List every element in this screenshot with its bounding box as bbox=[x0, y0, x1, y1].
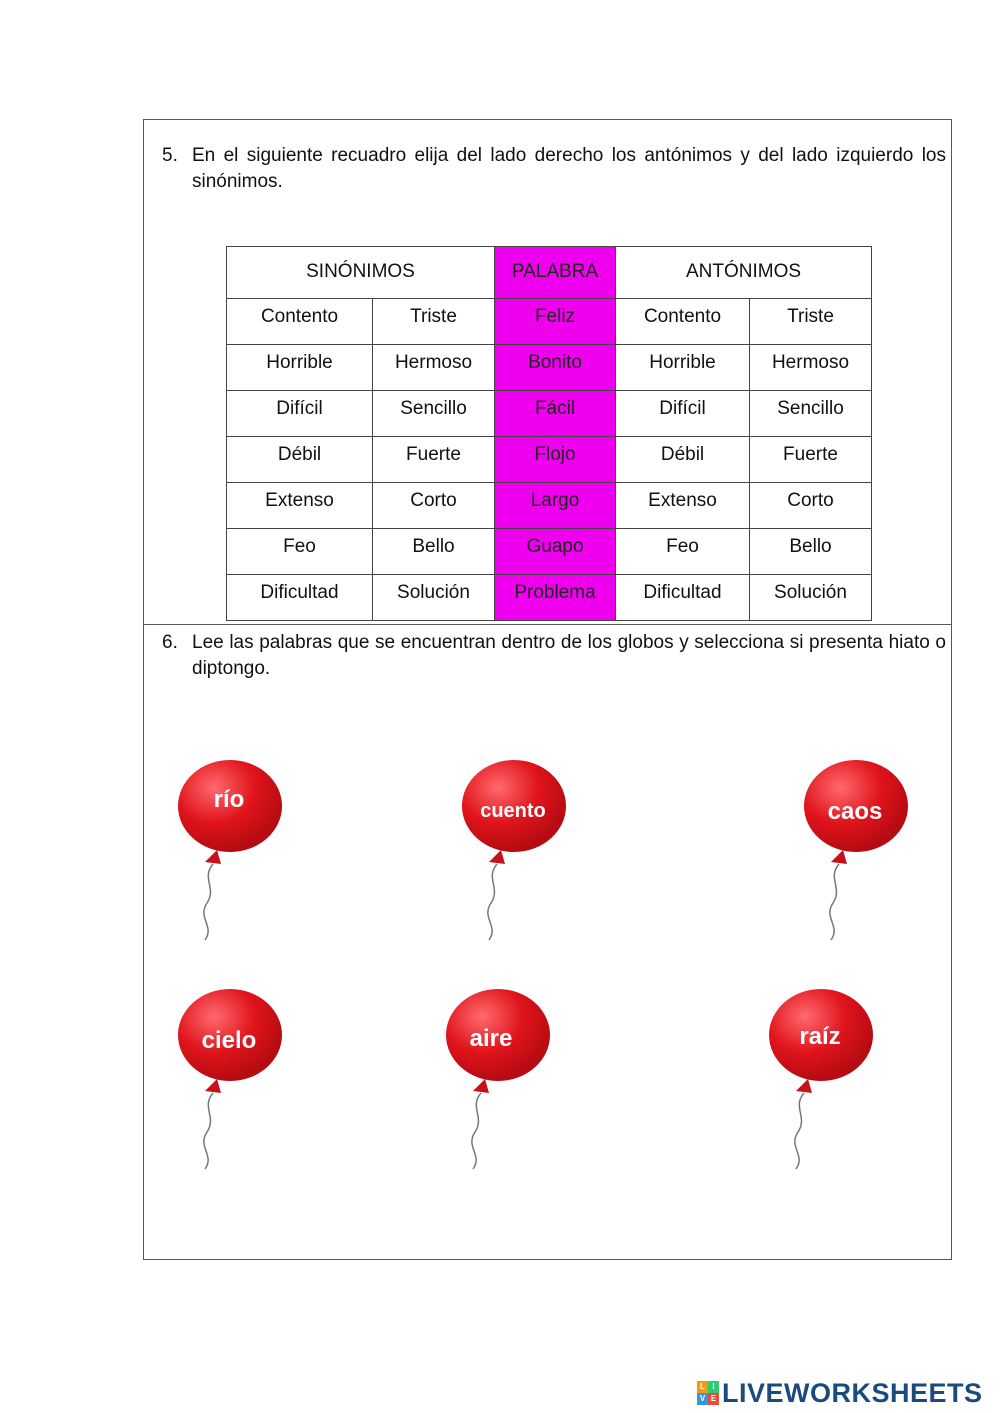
synonym-option[interactable]: Extenso bbox=[227, 483, 373, 529]
table-row bbox=[227, 299, 872, 345]
antonym-option[interactable]: Corto bbox=[750, 483, 872, 529]
question-6-text: Lee las palabras que se encuentran dentro de los globos y selecciona si presenta hiato o diptongo. bbox=[192, 632, 946, 679]
antonym-option[interactable]: Sencillo bbox=[750, 391, 872, 437]
header-antonyms: ANTÓNIMOS bbox=[616, 247, 872, 299]
target-word: Flojo bbox=[495, 437, 616, 483]
target-word: Bonito bbox=[495, 345, 616, 391]
balloon-word: aire bbox=[469, 1025, 513, 1052]
antonym-option[interactable]: Dificultad bbox=[616, 575, 750, 621]
antonym-option[interactable]: Débil bbox=[616, 437, 750, 483]
synonym-option[interactable]: Bello bbox=[373, 529, 495, 575]
synonym-option[interactable]: Contento bbox=[227, 299, 373, 345]
synonyms-antonyms-table bbox=[226, 246, 872, 621]
balloon-icon bbox=[461, 758, 571, 948]
synonym-option[interactable]: Corto bbox=[373, 483, 495, 529]
balloon-raiz[interactable] bbox=[768, 987, 878, 1177]
synonym-option[interactable]: Triste bbox=[373, 299, 495, 345]
antonym-option[interactable]: Triste bbox=[750, 299, 872, 345]
target-word: Fácil bbox=[495, 391, 616, 437]
question-5 bbox=[162, 143, 946, 195]
synonym-option[interactable]: Sencillo bbox=[373, 391, 495, 437]
question-6-number: 6. bbox=[162, 632, 178, 653]
question-6 bbox=[162, 630, 946, 682]
balloon-icon bbox=[768, 987, 878, 1177]
target-word: Problema bbox=[495, 575, 616, 621]
synonym-option[interactable]: Fuerte bbox=[373, 437, 495, 483]
table-row bbox=[227, 575, 872, 621]
balloon-cielo[interactable] bbox=[177, 987, 287, 1177]
table-row bbox=[227, 437, 872, 483]
logo-mark-icon: L I V E bbox=[697, 1381, 719, 1405]
table-row bbox=[227, 391, 872, 437]
logo-brand-text: LIVEWORKSHEETS bbox=[722, 1377, 983, 1408]
balloon-word: raíz bbox=[799, 1023, 841, 1050]
synonym-option[interactable]: Dificultad bbox=[227, 575, 373, 621]
synonym-option[interactable]: Débil bbox=[227, 437, 373, 483]
balloon-word: cuento bbox=[480, 800, 546, 822]
table-row bbox=[227, 529, 872, 575]
balloon-icon bbox=[445, 987, 555, 1177]
antonym-option[interactable]: Hermoso bbox=[750, 345, 872, 391]
antonym-option[interactable]: Feo bbox=[616, 529, 750, 575]
synonym-option[interactable]: Difícil bbox=[227, 391, 373, 437]
table-row bbox=[227, 345, 872, 391]
question-5-text: En el siguiente recuadro elija del lado derecho los antónimos y del lado izquierdo los sinónimos. bbox=[192, 145, 946, 192]
antonym-option[interactable]: Bello bbox=[750, 529, 872, 575]
balloon-rio[interactable] bbox=[177, 758, 287, 948]
balloon-icon bbox=[177, 987, 287, 1177]
balloon-aire[interactable] bbox=[445, 987, 555, 1177]
synonym-option[interactable]: Solución bbox=[373, 575, 495, 621]
antonym-option[interactable]: Difícil bbox=[616, 391, 750, 437]
antonym-option[interactable]: Horrible bbox=[616, 345, 750, 391]
antonym-option[interactable]: Solución bbox=[750, 575, 872, 621]
balloon-word: cielo bbox=[201, 1027, 257, 1054]
synonym-option[interactable]: Horrible bbox=[227, 345, 373, 391]
table-row bbox=[227, 483, 872, 529]
liveworksheets-logo[interactable] bbox=[697, 1376, 983, 1410]
antonym-option[interactable]: Fuerte bbox=[750, 437, 872, 483]
header-synonyms: SINÓNIMOS bbox=[227, 247, 495, 299]
target-word: Guapo bbox=[495, 529, 616, 575]
header-word: PALABRA bbox=[495, 247, 616, 299]
question-5-number: 5. bbox=[162, 145, 178, 166]
synonym-option[interactable]: Hermoso bbox=[373, 345, 495, 391]
antonym-option[interactable]: Contento bbox=[616, 299, 750, 345]
balloon-icon bbox=[803, 758, 913, 948]
synonym-option[interactable]: Feo bbox=[227, 529, 373, 575]
balloon-cuento[interactable] bbox=[461, 758, 571, 948]
balloon-word: caos bbox=[827, 798, 883, 825]
balloon-word: río bbox=[213, 786, 245, 813]
target-word: Largo bbox=[495, 483, 616, 529]
balloon-caos[interactable] bbox=[803, 758, 913, 948]
target-word: Feliz bbox=[495, 299, 616, 345]
section-divider bbox=[143, 624, 952, 625]
antonym-option[interactable]: Extenso bbox=[616, 483, 750, 529]
